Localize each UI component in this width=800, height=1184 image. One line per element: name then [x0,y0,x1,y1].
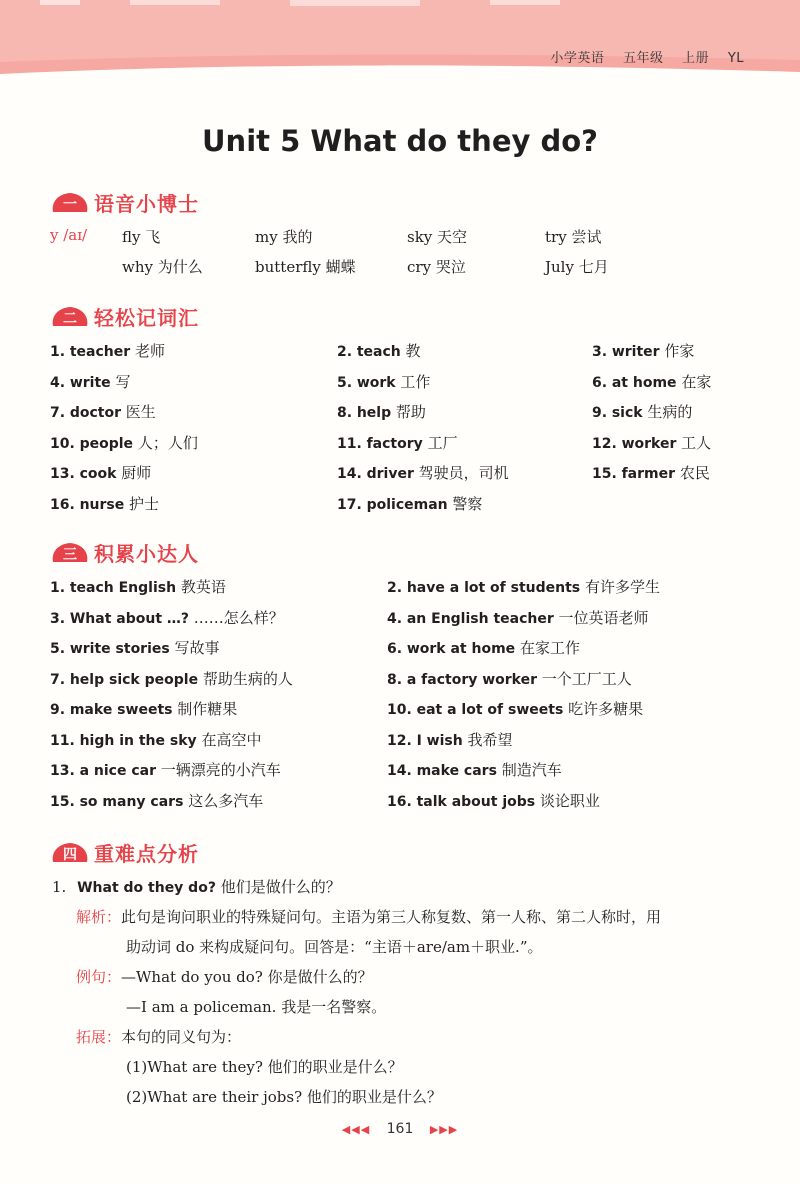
section-phonics-header [50,188,199,216]
liju-text: —What do you do? 你是做什么的？ [121,968,373,986]
phrase-item [387,576,660,597]
phrase-number: 3. [50,610,66,627]
phonics-label: y /aɪ/ [50,226,88,244]
vocab-english: nurse [79,496,125,513]
question-english: What do they do? [77,880,216,896]
section-badge-number: 一 [63,197,77,213]
phrase-item [387,790,600,811]
vocab-english: people [79,435,134,452]
jiexi-label: 解析： [76,908,122,926]
vocab-english: farmer [621,466,676,482]
jiexi-text: 此句是询问职业的特殊疑问句。主语为第三人称复数、第一人称、第二人称时，用 [121,908,662,926]
vocab-chinese: 生病的 [647,403,693,421]
phrase-chinese: 制造汽车 [501,761,562,779]
phrase-number: 13. [50,763,75,779]
vocab-english: doctor [69,405,121,421]
section-vocab-header [50,302,199,330]
section-analysis-header [50,838,199,866]
vocab-number: 3. [592,344,608,360]
phrase-english: I wish [416,732,463,749]
jiexi-text: 助动词 do 来构成疑问句。回答是：“主语＋are/am＋职业.”。 [126,938,543,956]
phrase-english: a factory worker [406,671,538,688]
phrase-number: 15. [50,793,75,810]
vocab-item [50,401,156,422]
vocab-chinese: 在家 [681,372,712,391]
phrase-english: What about …? [69,610,190,627]
phrase-english: have a lot of students [406,580,581,596]
phrase-item [387,637,580,658]
vocab-item [337,340,421,361]
vocab-number: 16. [50,496,75,513]
phrase-item [387,607,649,628]
analysis-line [76,906,661,927]
phrase-chinese: 教英语 [180,578,226,596]
vocab-chinese: 工人 [681,433,712,452]
tuozhan-text: (1)What are they? 他们的职业是什么？ [126,1058,403,1076]
phrase-english: help sick people [69,671,199,688]
vocab-chinese: 医生 [125,403,156,421]
page-footer [0,1121,800,1137]
phonics-word: butterfly 蝴蝶 [255,258,356,276]
vocab-item [337,371,430,392]
vocab-english: work [356,374,396,391]
analysis-line [76,1026,241,1047]
vocab-chinese: 作家 [664,342,695,360]
phonics-word: fly 飞 [122,228,161,246]
phrase-chinese: 有许多学生 [584,578,660,596]
vocab-number: 6. [592,374,608,391]
vocab-chinese: 教 [405,342,421,360]
section-title: 积累小达人 [94,541,199,566]
vocab-item [50,462,151,483]
vocab-number: 13. [50,466,75,482]
phrase-english: eat a lot of sweets [416,702,564,718]
vocab-item [50,432,198,453]
phrase-number: 1. [50,580,66,596]
phrase-chinese: 谈论职业 [539,791,600,810]
phrase-english: work at home [406,641,516,657]
phonics-word: why 为什么 [122,258,203,276]
phrase-chinese: 在高空中 [201,730,262,749]
section-phrases-header [50,538,199,566]
vocab-chinese: 护士 [129,494,160,513]
phrase-english: make sweets [69,702,173,718]
vocab-item [592,371,711,392]
header-volume: 上册 [682,51,710,66]
vocab-english: policeman [366,496,448,513]
vocab-item [50,340,165,361]
phonics-word: sky 天空 [407,228,468,246]
phrase-number: 14. [387,763,412,779]
section-badge-icon [50,190,90,214]
section-badge-number: 三 [63,547,77,563]
vocab-english: driver [366,466,414,482]
vocab-english: teacher [69,344,131,360]
phrase-english: an English teacher [406,610,554,627]
phrase-english: a nice car [79,763,156,779]
vocab-english: teach [356,344,401,360]
vocab-number: 1. [50,344,66,360]
tuozhan-text: 本句的同义句为： [121,1028,242,1046]
vocab-english: writer [611,344,660,360]
phrase-number: 11. [50,732,75,749]
phrase-number: 5. [50,641,66,657]
vocab-number: 10. [50,435,75,452]
analysis-question [52,876,341,897]
vocab-number: 8. [337,405,353,421]
phrase-number: 8. [387,671,403,688]
phrase-number: 12. [387,732,412,749]
vocab-number: 4. [50,374,66,391]
phrase-number: 9. [50,702,66,718]
phrase-item [387,729,513,750]
phrase-chinese: 在家工作 [519,639,580,657]
header-text [536,47,744,66]
vocab-chinese: 帮助 [395,403,426,421]
header-edition: YL [727,51,744,66]
phrase-item [50,637,220,658]
phrase-chinese: 吃许多糖果 [568,700,644,718]
question-number: 1. [52,878,67,896]
phrase-english: talk about jobs [416,793,536,810]
tuozhan-text: (2)What are their jobs? 他们的职业是什么？ [126,1088,442,1106]
phrase-english: write stories [69,641,170,657]
phonics-word: cry 哭泣 [407,258,466,276]
phrase-number: 4. [387,610,403,627]
vocab-item [50,371,130,392]
vocab-item [592,462,710,483]
phrase-chinese: 写故事 [174,639,220,657]
vocab-english: factory [366,435,423,452]
phrase-item [50,668,293,689]
section-title: 重难点分析 [94,841,199,866]
section-badge-icon [50,540,90,564]
vocab-number: 14. [337,466,362,482]
phrase-number: 7. [50,671,66,688]
vocab-english: sick [611,405,643,421]
vocab-item [337,432,458,453]
phrase-number: 16. [387,793,412,810]
vocab-english: write [69,374,111,391]
phrase-item [50,759,281,780]
phrase-chinese: 一个工厂工人 [541,669,632,688]
vocab-item [337,462,509,483]
phrase-item [387,698,643,719]
section-badge-number: 四 [63,847,77,863]
phrase-english: teach English [69,580,177,596]
phrase-item [50,607,284,628]
phrase-item [50,729,261,750]
vocab-item [592,432,711,453]
vocab-number: 9. [592,405,608,421]
page-number: 161 [386,1121,414,1137]
phrase-english: make cars [416,763,497,779]
phrase-chinese: 制作糖果 [177,700,238,718]
phrase-chinese: 帮助生病的人 [202,669,293,688]
vocab-chinese: 农民 [679,464,710,482]
vocab-number: 12. [592,435,617,452]
vocab-english: at home [611,374,677,391]
header-band [0,0,800,80]
tuozhan-label: 拓展： [76,1028,122,1046]
vocab-chinese: 驾驶员，司机 [418,464,509,482]
section-title: 语音小博士 [94,191,199,216]
analysis-line [76,966,373,987]
phrase-english: so many cars [79,793,184,810]
liju-label: 例句： [76,968,122,986]
vocab-chinese: 工作 [400,372,431,391]
header-grade: 五年级 [623,51,664,66]
vocab-item [592,401,692,422]
vocab-number: 17. [337,496,362,513]
vocab-item [337,493,482,514]
vocab-english: cook [79,466,117,482]
vocab-number: 7. [50,405,66,421]
header-subject: 小学英语 [550,51,605,66]
vocab-chinese: 老师 [134,342,165,360]
vocab-chinese: 写 [115,372,131,391]
phonics-word: July 七月 [545,258,609,276]
vocab-english: worker [621,435,677,452]
section-badge-icon [50,304,90,328]
vocab-chinese: 人；人们 [137,433,198,452]
phrase-item [50,698,237,719]
phrase-chinese: ……怎么样？ [193,608,284,627]
vocab-item [337,401,426,422]
phrase-chinese: 一辆漂亮的小汽车 [160,761,281,779]
vocab-chinese: 警察 [452,494,483,513]
phrase-item [387,759,562,780]
phrase-number: 2. [387,580,403,596]
right-arrows-icon: ▶▶▶ [429,1123,459,1136]
vocab-item [592,340,694,361]
phrase-chinese: 一位英语老师 [558,608,649,627]
vocab-english: help [356,405,392,421]
section-title: 轻松记词汇 [94,305,199,330]
phrase-chinese: 这么多汽车 [188,791,264,810]
section-badge-number: 二 [63,311,77,327]
phrase-item [50,790,263,811]
phrase-english: high in the sky [79,732,197,749]
question-chinese: 他们是做什么的？ [220,878,341,896]
section-badge-icon [50,840,90,864]
vocab-number: 15. [592,466,617,482]
phrase-item [387,668,632,689]
left-arrows-icon: ◀◀◀ [341,1123,371,1136]
vocab-chinese: 工厂 [427,433,458,452]
vocab-item [50,493,159,514]
vocab-chinese: 厨师 [121,464,152,482]
phonics-word: try 尝试 [545,228,602,246]
phrase-number: 10. [387,702,412,718]
vocab-number: 5. [337,374,353,391]
phrase-item [50,576,226,597]
phrase-number: 6. [387,641,403,657]
liju-text: —I am a policeman. 我是一名警察。 [126,998,387,1016]
phonics-word: my 我的 [255,228,313,246]
phrase-chinese: 我希望 [467,730,513,749]
vocab-number: 2. [337,344,353,360]
unit-title: Unit 5 What do they do? [202,124,598,158]
vocab-number: 11. [337,435,362,452]
